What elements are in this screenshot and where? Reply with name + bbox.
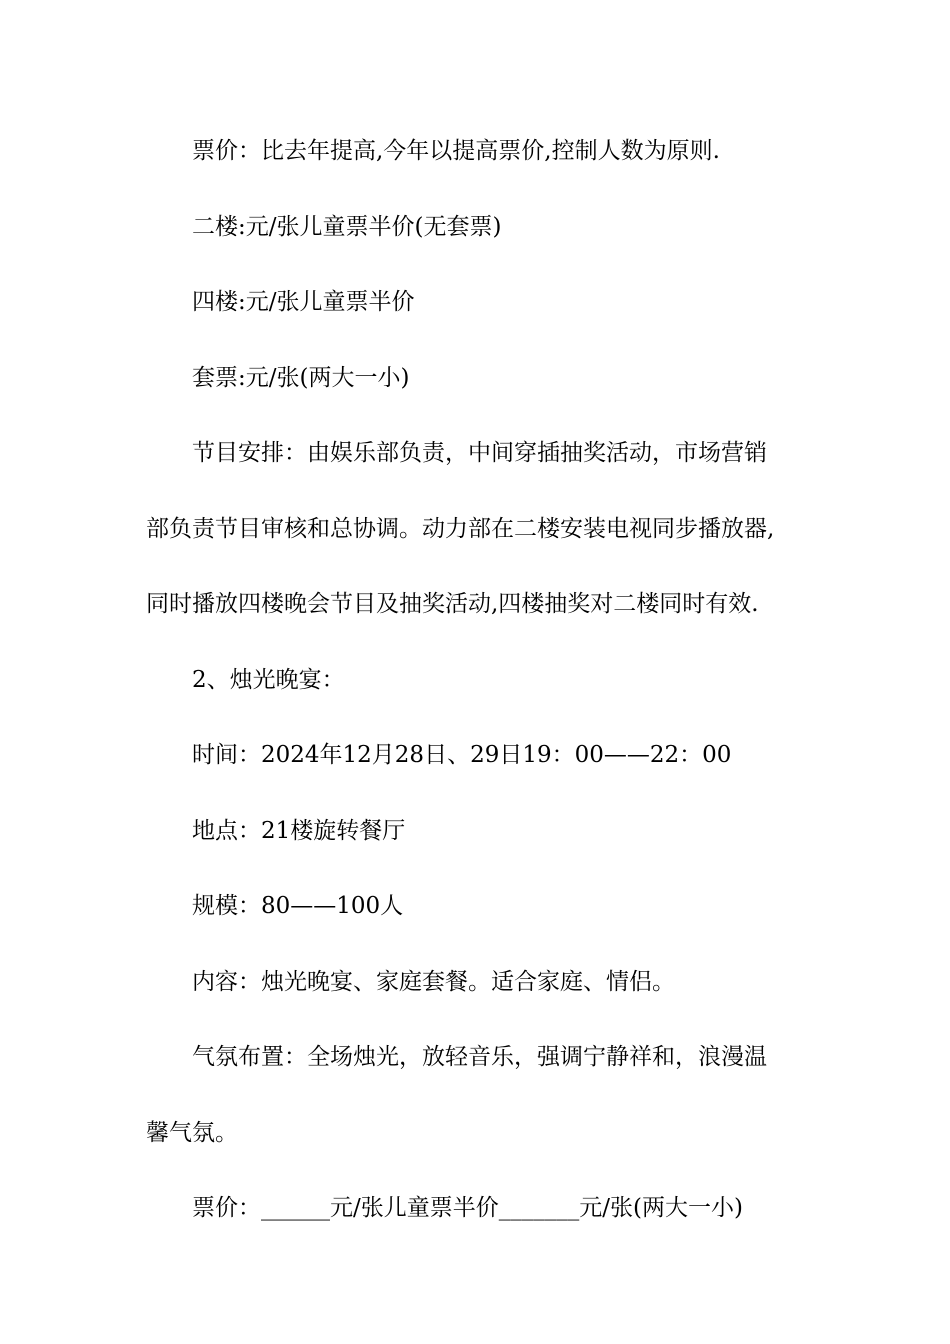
- paragraph-fourth-floor: [146, 265, 806, 341]
- text-line: 地点：21楼旋转餐厅: [192, 817, 406, 844]
- paragraph-section-heading: [146, 643, 806, 719]
- text-line: 节目安排：由娱乐部负责，中间穿插抽奖活动，市场营销: [192, 440, 767, 466]
- text-line: 部负责节目审核和总协调。动力部在二楼安装电视同步播放器,: [146, 515, 775, 542]
- text-line: 同时播放四楼晚会节目及抽奖活动,四楼抽奖对二楼同时有效.: [146, 591, 759, 617]
- paragraph-second-floor: [146, 190, 806, 266]
- text-line: 规模：80——100人: [192, 893, 404, 919]
- paragraph-ticket-price: [146, 114, 806, 190]
- text-line: 2、烛光晚宴：: [192, 666, 345, 693]
- paragraph-scale: [146, 869, 806, 945]
- text-line: 四楼:元/张儿童票半价: [192, 289, 415, 315]
- paragraph-package-ticket: [146, 341, 806, 417]
- text-line: 馨气氛。: [146, 1119, 238, 1146]
- paragraph-location: [146, 794, 806, 870]
- paragraph-atmosphere: [146, 1020, 806, 1171]
- text-line: 二楼:元/张儿童票半价(无套票): [192, 213, 502, 240]
- text-line: 票价：比去年提高,今年以提高票价,控制人数为原则.: [192, 138, 720, 164]
- text-line: 内容：烛光晚宴、家庭套餐。适合家庭、情侣。: [192, 968, 675, 995]
- text-line: 气氛布置：全场烛光，放轻音乐，强调宁静祥和，浪漫温: [192, 1044, 767, 1070]
- text-line: 套票:元/张(两大一小): [192, 364, 410, 391]
- paragraph-time: [146, 718, 806, 794]
- text-line: 时间：2024年12月28日、29日19：00——22：00: [192, 742, 732, 768]
- text-line: 票价：______元/张儿童票半价_______元/张(两大一小): [192, 1195, 743, 1221]
- paragraph-program-arrangement: [146, 416, 806, 643]
- paragraph-content: [146, 945, 806, 1021]
- paragraph-banquet-ticket-price: [146, 1171, 806, 1247]
